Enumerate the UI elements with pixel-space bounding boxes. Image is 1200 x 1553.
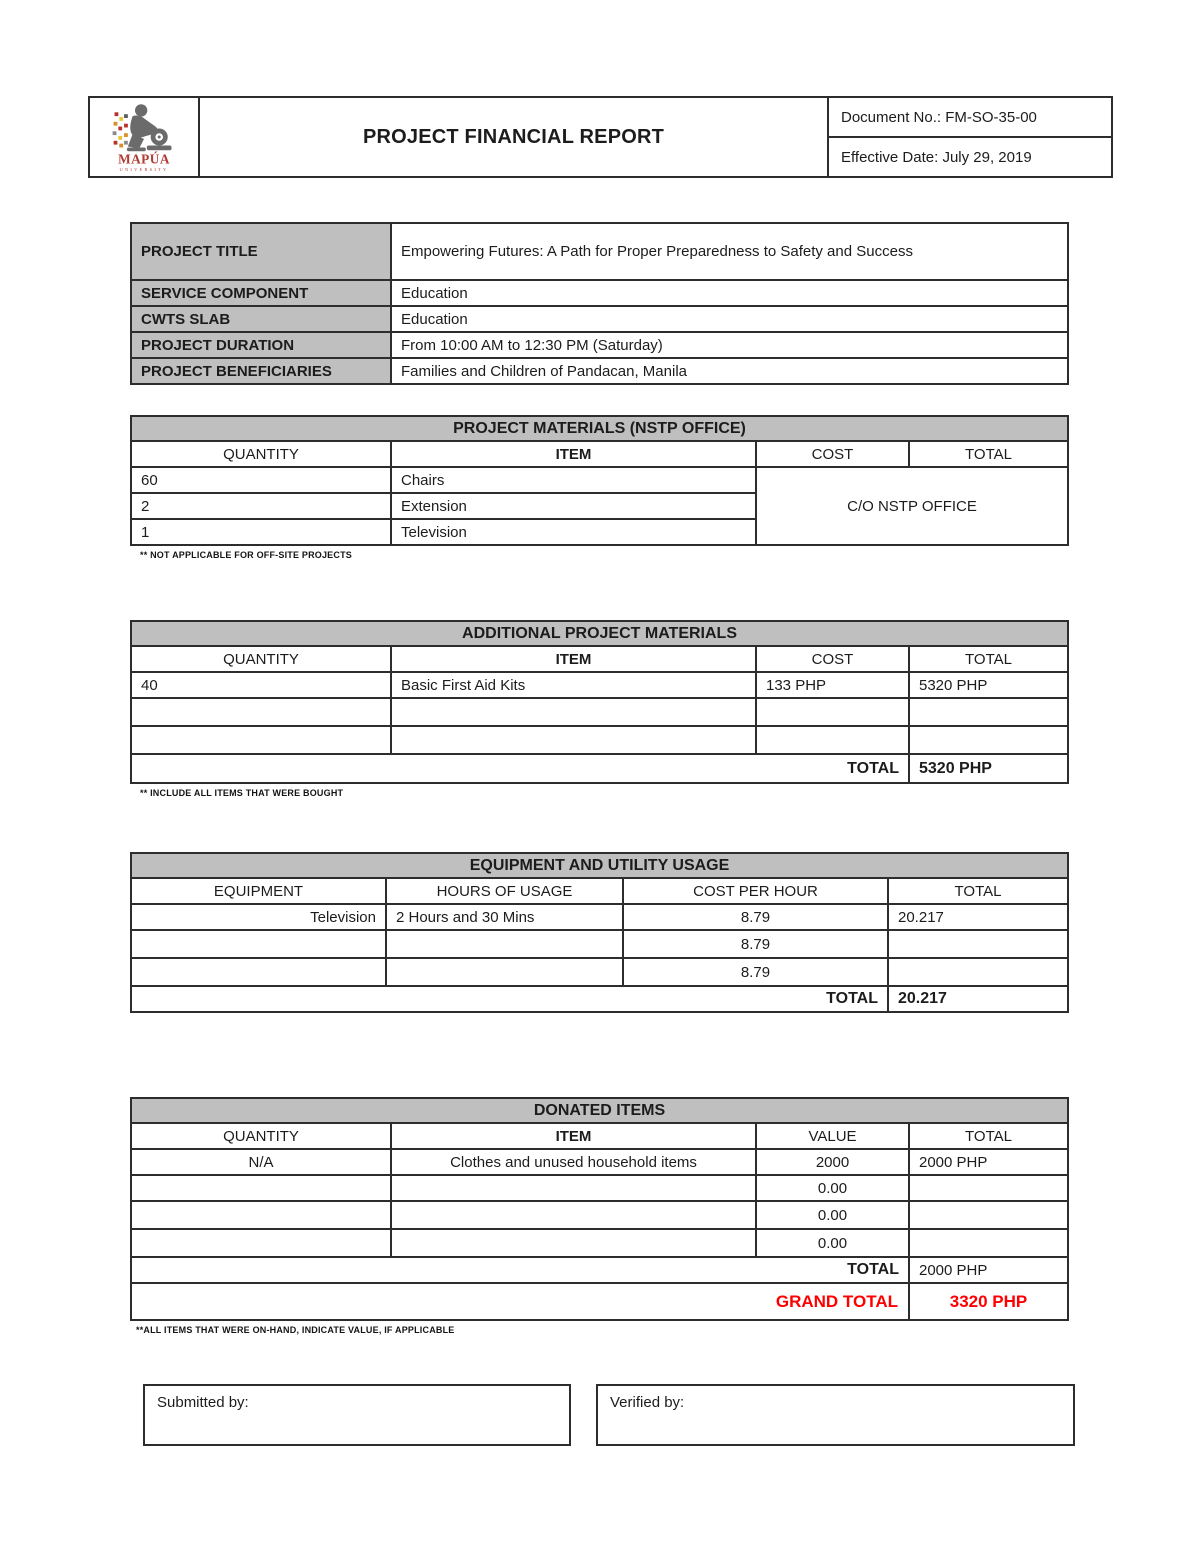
item-cell [391,1229,756,1257]
item-cell [391,1175,756,1201]
donated-items-table [130,1097,1069,1321]
table-title-row [131,853,1068,878]
document-number: Document No.: FM-SO-35-00 [829,98,1111,138]
total-label: TOTAL [131,986,888,1012]
project-materials-section [130,415,1067,560]
section-title: DONATED ITEMS [131,1098,1068,1123]
table-row [131,904,1068,930]
verified-by-label: Verified by: [610,1394,685,1411]
table-total-row [131,754,1068,783]
total-cell [909,1175,1068,1201]
equipment-usage-table [130,852,1069,1013]
submitted-by-box [143,1384,571,1446]
service-component-label: SERVICE COMPONENT [131,280,391,306]
total-cell [909,1229,1068,1257]
total-cell [888,958,1068,986]
hours-cell: 2 Hours and 30 Mins [386,904,623,930]
total-cell [909,698,1068,726]
merged-cost-total-cell: C/O NSTP OFFICE [756,467,1068,545]
value-cell: 0.00 [756,1201,909,1229]
table-row [131,726,1068,754]
quantity-cell: 1 [131,519,391,545]
table-row [131,930,1068,958]
donated-items-footnote: **ALL ITEMS THAT WERE ON-HAND, INDICATE VALUE, IF APPLICABLE [136,1325,455,1335]
table-header-row [131,878,1068,904]
table-row [131,306,1068,332]
total-value: 20.217 [888,986,1068,1012]
equipment-cell [131,930,386,958]
quantity-cell [131,1229,391,1257]
project-duration-label: PROJECT DURATION [131,332,391,358]
hours-cell [386,930,623,958]
table-total-row [131,1257,1068,1283]
logo-sub-text: UNIVERSITY [119,167,169,173]
cost-cell: 133 PHP [756,672,909,698]
logo-brand-text: MAPÚA [118,151,170,167]
quantity-cell: N/A [131,1149,391,1175]
table-row [131,1229,1068,1257]
equipment-usage-section [130,852,1067,1013]
section-title: EQUIPMENT AND UTILITY USAGE [131,853,1068,878]
item-cell [391,698,756,726]
effective-date: Effective Date: July 29, 2019 [841,148,1032,166]
col-header-total: TOTAL [888,878,1068,904]
table-row [131,332,1068,358]
cwts-slab-value: Education [391,306,1068,332]
table-row [131,358,1068,384]
cost-cell [756,726,909,754]
quantity-cell: 2 [131,493,391,519]
col-header-equipment: EQUIPMENT [131,878,386,904]
quantity-cell [131,698,391,726]
value-cell: 0.00 [756,1175,909,1201]
table-title-row [131,1098,1068,1123]
table-row [131,1149,1068,1175]
table-title-row [131,621,1068,646]
donated-items-section [130,1097,1067,1335]
col-header-total: TOTAL [909,441,1068,467]
cost-per-hour-cell: 8.79 [623,904,888,930]
item-cell [391,726,756,754]
document-title: PROJECT FINANCIAL REPORT [200,98,829,176]
table-title-row [131,416,1068,441]
quantity-cell: 60 [131,467,391,493]
item-cell: Television [391,519,756,545]
project-title-label: PROJECT TITLE [131,223,391,280]
col-header-item: ITEM [391,1123,756,1149]
total-cell [888,930,1068,958]
table-header-row [131,646,1068,672]
project-beneficiaries-label: PROJECT BENEFICIARIES [131,358,391,384]
table-total-row [131,986,1068,1012]
col-header-total: TOTAL [909,1123,1068,1149]
quantity-cell [131,1175,391,1201]
section-title: ADDITIONAL PROJECT MATERIALS [131,621,1068,646]
item-cell: Chairs [391,467,756,493]
total-cell: 2000 PHP [909,1149,1068,1175]
item-cell [391,1201,756,1229]
materials-footnote: ** NOT APPLICABLE FOR OFF-SITE PROJECTS [140,550,352,560]
total-cell: 20.217 [888,904,1068,930]
additional-materials-footnote: ** INCLUDE ALL ITEMS THAT WERE BOUGHT [140,788,344,798]
col-header-cost: COST [756,646,909,672]
table-row [131,958,1068,986]
table-row [131,1175,1068,1201]
table-header-row [131,441,1068,467]
table-row [131,280,1068,306]
logo-cell [90,98,200,176]
service-component-value: Education [391,280,1068,306]
item-cell: Extension [391,493,756,519]
total-label: TOTAL [131,1257,909,1283]
col-header-value: VALUE [756,1123,909,1149]
verified-by-box [596,1384,1075,1446]
col-header-quantity: QUANTITY [131,646,391,672]
hours-cell [386,958,623,986]
item-cell: Clothes and unused household items [391,1149,756,1175]
table-row [131,467,1068,493]
additional-materials-table [130,620,1069,784]
col-header-item: ITEM [391,441,756,467]
total-cell [909,726,1068,754]
table-row [131,698,1068,726]
col-header-quantity: QUANTITY [131,1123,391,1149]
project-materials-table [130,415,1069,546]
cost-per-hour-cell: 8.79 [623,958,888,986]
col-header-cost: COST [756,441,909,467]
additional-materials-section [130,620,1067,798]
total-cell: 5320 PHP [909,672,1068,698]
cost-cell [756,698,909,726]
submitted-by-label: Submitted by: [157,1394,249,1411]
col-header-hours: HOURS OF USAGE [386,878,623,904]
quantity-cell: 40 [131,672,391,698]
value-cell: 2000 [756,1149,909,1175]
project-title-value: Empowering Futures: A Path for Proper Preparedness to Safety and Success [391,223,1068,280]
project-duration-value: From 10:00 AM to 12:30 PM (Saturday) [391,332,1068,358]
mapua-logo-icon [101,99,187,175]
item-cell: Basic First Aid Kits [391,672,756,698]
value-cell: 0.00 [756,1229,909,1257]
document-header [88,96,1113,178]
cwts-slab-label: CWTS SLAB [131,306,391,332]
total-label: TOTAL [131,754,909,783]
table-row [131,672,1068,698]
table-row [131,223,1068,280]
table-row [131,1201,1068,1229]
grand-total-value: 3320 PHP [909,1283,1068,1320]
quantity-cell [131,1201,391,1229]
cost-per-hour-cell: 8.79 [623,930,888,958]
equipment-cell: Television [131,904,386,930]
equipment-cell [131,958,386,986]
grand-total-row [131,1283,1068,1320]
section-title: PROJECT MATERIALS (NSTP OFFICE) [131,416,1068,441]
col-header-total: TOTAL [909,646,1068,672]
table-header-row [131,1123,1068,1149]
quantity-cell [131,726,391,754]
project-info-table [130,222,1069,385]
grand-total-label: GRAND TOTAL [131,1283,909,1320]
total-value: 2000 PHP [909,1257,1068,1283]
col-header-quantity: QUANTITY [131,441,391,467]
total-cell [909,1201,1068,1229]
project-info-section [130,222,1067,385]
total-value: 5320 PHP [909,754,1068,783]
project-beneficiaries-value: Families and Children of Pandacan, Manila [391,358,1068,384]
col-header-item: ITEM [391,646,756,672]
document-meta [829,98,1111,176]
col-header-cost-per-hour: COST PER HOUR [623,878,888,904]
